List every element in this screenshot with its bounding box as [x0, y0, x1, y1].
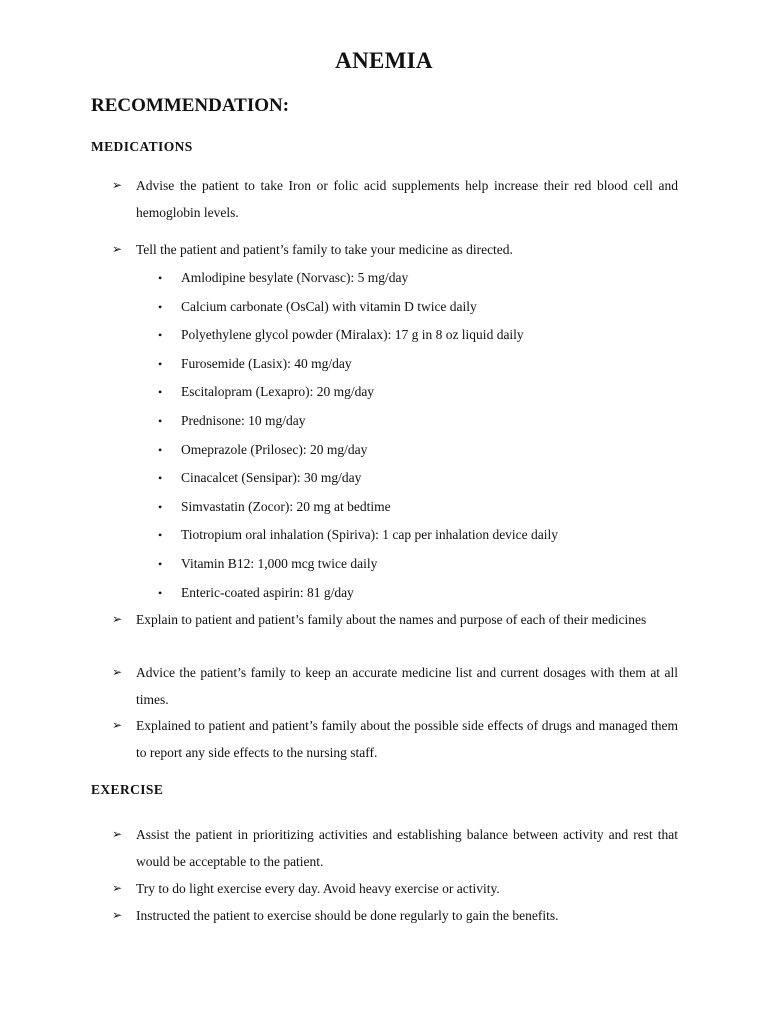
list-item-text: Explained to patient and patient’s family about the possible side effects of drugs and managed them to report any side effects to the nursing staff.	[136, 718, 678, 760]
bullet-dot-icon: •	[158, 499, 163, 514]
list-item	[112, 606, 678, 633]
list-item	[112, 821, 678, 875]
list-item-text: Try to do light exercise every day. Avoid heavy exercise or activity.	[136, 881, 500, 896]
bullet-dot-icon: •	[158, 442, 163, 457]
list-item	[112, 712, 678, 766]
exercise-heading: EXERCISE	[91, 782, 164, 797]
drug-list-item-text: Furosemide (Lasix): 40 mg/day	[181, 355, 352, 371]
bullet-dot-icon: •	[158, 471, 163, 486]
drug-list-item	[158, 436, 678, 465]
drug-list-item	[158, 264, 678, 293]
drug-list-item	[158, 579, 678, 608]
arrow-bullet-icon: ➢	[112, 178, 123, 192]
recommendation-heading: RECOMMENDATION:	[91, 95, 290, 116]
drug-list-item-text: Vitamin B12: 1,000 mcg twice daily	[181, 555, 378, 571]
list-item	[112, 172, 678, 226]
list-item	[112, 236, 678, 263]
arrow-bullet-icon: ➢	[112, 718, 123, 732]
drug-list-item	[158, 407, 678, 436]
drug-list-item	[158, 493, 678, 522]
list-item	[112, 902, 678, 929]
list-item	[112, 875, 678, 902]
list-item-text: Advice the patient’s family to keep an accurate medicine list and current dosages with them at all times.	[136, 665, 678, 707]
drug-list-item-text: Prednisone: 10 mg/day	[181, 412, 306, 428]
list-item-text: Explain to patient and patient’s family about the names and purpose of each of their medicines	[136, 612, 647, 627]
list-item-text: Instructed the patient to exercise should be done regularly to gain the benefits.	[136, 908, 559, 923]
arrow-bullet-icon: ➢	[112, 908, 123, 922]
bullet-dot-icon: •	[158, 299, 163, 314]
arrow-bullet-icon: ➢	[112, 665, 123, 679]
drug-list-item	[158, 521, 678, 550]
bullet-dot-icon: •	[158, 585, 163, 600]
drug-list-item-text: Polyethylene glycol powder (Miralax): 17 g in 8 oz liquid daily	[181, 327, 524, 343]
drug-list-item	[158, 550, 678, 579]
drug-list-item	[158, 321, 678, 350]
drug-list-item-text: Tiotropium oral inhalation (Spiriva): 1 cap per inhalation device daily	[181, 527, 559, 543]
arrow-bullet-icon: ➢	[112, 612, 123, 626]
drug-list-item-text: Enteric-coated aspirin: 81 g/day	[181, 584, 354, 600]
bullet-dot-icon: •	[158, 271, 163, 285]
drug-list	[158, 264, 678, 607]
bullet-dot-icon: •	[158, 328, 163, 343]
drug-list-item	[158, 350, 678, 379]
medications-heading: MEDICATIONS	[91, 139, 193, 154]
bullet-dot-icon: •	[158, 413, 163, 428]
drug-list-item-text: Escitalopram (Lexapro): 20 mg/day	[181, 384, 375, 400]
drug-list-item-text: Amlodipine besylate (Norvasc): 5 mg/day	[181, 270, 409, 285]
list-item-text: Tell the patient and patient’s family to take your medicine as directed.	[136, 242, 513, 257]
list-item-text: Advise the patient to take Iron or folic acid supplements help increase their red blood cell and hemoglobin levels.	[136, 178, 678, 220]
arrow-bullet-icon: ➢	[112, 827, 123, 841]
drug-list-item	[158, 464, 678, 493]
list-item	[112, 659, 678, 713]
drug-list-item	[158, 378, 678, 407]
drug-list-item-text: Calcium carbonate (OsCal) with vitamin D twice daily	[181, 298, 477, 314]
bullet-dot-icon: •	[158, 528, 163, 543]
drug-list-item	[158, 293, 678, 322]
arrow-bullet-icon: ➢	[112, 881, 123, 895]
bullet-dot-icon: •	[158, 385, 163, 400]
drug-list-item-text: Cinacalcet (Sensipar): 30 mg/day	[181, 470, 362, 486]
bullet-dot-icon: •	[158, 356, 163, 371]
drug-list-item-text: Simvastatin (Zocor): 20 mg at bedtime	[181, 498, 391, 514]
drug-list-item-text: Omeprazole (Prilosec): 20 mg/day	[181, 441, 368, 457]
document-title: ANEMIA	[335, 48, 433, 73]
bullet-dot-icon: •	[158, 556, 163, 571]
arrow-bullet-icon: ➢	[112, 242, 123, 256]
list-item-text: Assist the patient in prioritizing activities and establishing balance between activity and rest that would be acceptable to the patient.	[136, 827, 678, 869]
